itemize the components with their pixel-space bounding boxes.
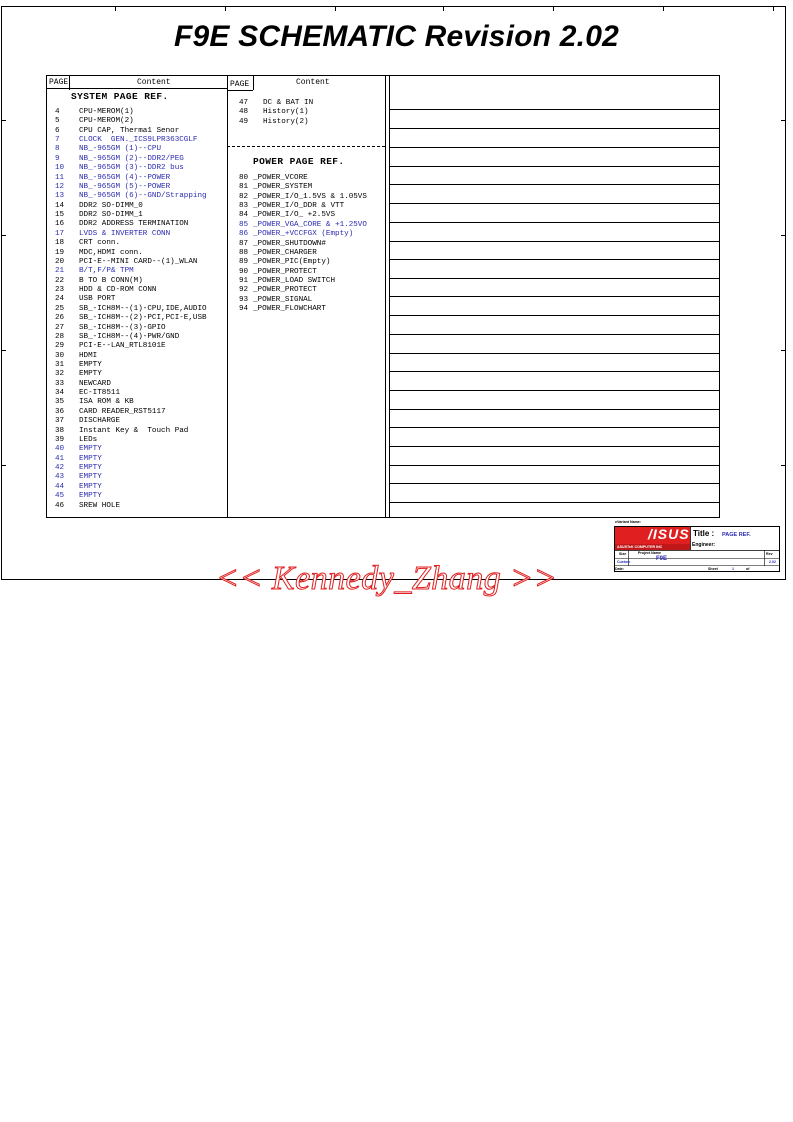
index-page-content: NB_-965GM (6)--GND/Strapping [79, 192, 207, 201]
frame-tick [781, 120, 786, 121]
index-row [239, 211, 335, 220]
index-row [239, 258, 330, 267]
index-page-content: _POWER_CHARGER [253, 248, 317, 257]
index-page-number: 16 [55, 220, 65, 229]
of-label: of [746, 567, 750, 571]
notes-ruled-line [389, 315, 719, 316]
index-page-content: _POWER_PIC(Empty) [253, 258, 331, 267]
index-page-number: 43 [55, 473, 65, 482]
index-page-number: 12 [55, 182, 65, 191]
index-row [239, 221, 367, 230]
variant-label: eVariant Name: [615, 520, 641, 524]
index-page-content: EMPTY [79, 454, 102, 463]
index-row [239, 174, 308, 183]
page-index-table [46, 75, 720, 518]
notes-ruled-line [389, 427, 719, 428]
index-row [55, 436, 97, 445]
index-page-number: 22 [55, 276, 65, 285]
size-label: Size [619, 552, 627, 556]
index-row [55, 117, 134, 126]
frame-tick [1, 465, 6, 466]
index-page-number: 24 [55, 295, 65, 304]
index-page-content: LVDS & INVERTER CONN [79, 229, 171, 238]
index-page-content: EMPTY [79, 370, 102, 379]
notes-ruled-line [389, 446, 719, 447]
index-page-number: 29 [55, 342, 65, 351]
index-page-content: _POWER_+VCCFGX (Empty) [253, 230, 354, 239]
index-page-content: DDR2 SO-DIMM_1 [79, 211, 143, 220]
notes-ruled-line [389, 203, 719, 204]
index-page-content: EMPTY [79, 445, 102, 454]
index-row [239, 230, 353, 239]
index-row [55, 464, 102, 473]
index-row [239, 305, 326, 314]
index-row [55, 192, 207, 201]
index-page-number: 89 [239, 258, 249, 267]
frame-tick [781, 465, 786, 466]
index-page-number: 21 [55, 267, 65, 276]
index-page-number: 9 [55, 154, 60, 163]
frame-tick [443, 6, 444, 11]
index-page-number: 40 [55, 445, 65, 454]
index-page-number: 27 [55, 323, 65, 332]
index-page-number: 8 [55, 145, 60, 154]
index-page-content: B TO B CONN(M) [79, 276, 143, 285]
project-label: Project Name [638, 551, 661, 555]
index-row [239, 296, 312, 305]
index-page-content: MDC,HDMI conn. [79, 248, 143, 257]
title-value: PAGE REF. [722, 532, 751, 538]
index-page-content: PCI-E--MINI CARD--(1)_WLAN [79, 257, 198, 266]
frame-tick [115, 6, 116, 11]
index-page-number: 11 [55, 173, 65, 182]
index-page-content: DDR2 SO-DIMM_0 [79, 201, 143, 210]
index-page-content: _POWER_PROTECT [253, 286, 317, 295]
notes-ruled-line [389, 371, 719, 372]
index-page-number: 81 [239, 183, 249, 192]
index-row [55, 249, 143, 258]
index-page-number: 38 [55, 426, 65, 435]
column-divider [227, 76, 228, 517]
frame-tick [335, 6, 336, 11]
index-page-number: 44 [55, 482, 65, 491]
index-page-number: 6 [55, 126, 60, 135]
index-page-number: 88 [239, 248, 249, 257]
index-page-number: 10 [55, 164, 65, 173]
index-row [239, 202, 344, 211]
notes-ruled-line [389, 166, 719, 167]
frame-tick [781, 235, 786, 236]
size-value: Custom [617, 560, 631, 564]
index-page-number: 37 [55, 417, 65, 426]
index-page-number: 26 [55, 314, 65, 323]
notes-ruled-line [389, 184, 719, 185]
notes-ruled-line [389, 147, 719, 148]
index-page-number: 90 [239, 267, 249, 276]
index-page-content: CRT conn. [79, 239, 121, 248]
index-page-number: 30 [55, 351, 65, 360]
index-row [55, 230, 170, 239]
index-page-content: SB_-ICH8M--(4)-PWR/GND [79, 332, 180, 341]
index-page-number: 39 [55, 435, 65, 444]
sheet-label: Sheet [708, 567, 718, 571]
index-row [55, 417, 120, 426]
frame-tick [663, 6, 664, 11]
asus-logo: /ISUS [648, 526, 690, 542]
index-page-content: _POWER_I/O_ +2.5VS [253, 211, 336, 220]
notes-ruled-line [389, 259, 719, 260]
frame-tick [553, 6, 554, 11]
index-page-number: 94 [239, 305, 249, 314]
index-page-content: _POWER_SIGNAL [253, 295, 313, 304]
index-row [55, 277, 143, 286]
index-page-number: 82 [239, 192, 249, 201]
frame-tick [781, 350, 786, 351]
index-page-number: 46 [55, 501, 65, 510]
index-page-content: _POWER_VCORE [253, 174, 308, 182]
index-row [239, 277, 335, 286]
index-page-content: _POWER_SYSTEM [253, 183, 313, 192]
index-row [239, 193, 367, 202]
index-page-number: 87 [239, 239, 249, 248]
index-row [55, 492, 102, 501]
index-page-number: 4 [55, 108, 60, 116]
date-label: Date: [615, 567, 624, 571]
frame-tick [1, 350, 6, 351]
index-page-number: 33 [55, 379, 65, 388]
system-section-title: SYSTEM PAGE REF. [71, 91, 169, 102]
index-page-content: DISCHARGE [79, 417, 121, 426]
index-page-content: CPU-MEROM(1) [79, 108, 134, 116]
index-row [239, 286, 317, 295]
index-row [55, 305, 207, 314]
index-row [55, 398, 134, 407]
index-row [55, 211, 143, 220]
frame-tick [225, 6, 226, 11]
index-row [239, 108, 309, 117]
index-page-number: 15 [55, 211, 65, 220]
index-row [55, 127, 179, 136]
index-page-content: _POWER_SHUTDOWN# [253, 239, 326, 248]
project-value: F9E [656, 556, 668, 562]
index-row [55, 202, 143, 211]
index-page-content: EMPTY [79, 492, 102, 501]
index-row [239, 240, 326, 249]
index-row [55, 174, 170, 183]
section-divider [227, 146, 385, 147]
index-page-content: _POWER_I/O_DDR & VTT [253, 202, 345, 211]
page-title: F9E SCHEMATIC Revision 2.02 [174, 20, 619, 53]
notes-ruled-line [389, 109, 719, 110]
frame-tick [773, 6, 774, 11]
index-page-number: 20 [55, 257, 65, 266]
index-page-content: PCI-E--LAN_RTL8101E [79, 342, 166, 351]
index-page-content: SB_-ICH8M--(1)-CPU,IDE,AUDIO [79, 304, 207, 313]
index-row [55, 342, 166, 351]
notes-ruled-line [389, 353, 719, 354]
index-row [55, 145, 161, 154]
index-page-content: SB_-ICH8M--(2)-PCI,PCI-E,USB [79, 314, 207, 323]
index-page-number: 17 [55, 229, 65, 238]
index-page-number: 83 [239, 202, 249, 211]
column-divider [385, 76, 386, 517]
index-page-number: 31 [55, 360, 65, 369]
author-watermark: << Kennedy_Zhang >> [216, 560, 558, 597]
notes-ruled-line [389, 390, 719, 391]
index-row [55, 333, 179, 342]
index-page-content: HDMI [79, 351, 98, 360]
notes-ruled-line [389, 128, 719, 129]
index-page-content: SB_-ICH8M--(3)-GPIO [79, 323, 166, 332]
index-row [55, 155, 184, 164]
index-page-number: 35 [55, 398, 65, 407]
rev-value: 2.02 [769, 560, 776, 564]
index-row [239, 118, 309, 127]
index-page-number: 41 [55, 454, 65, 463]
index-page-number: 47 [239, 99, 249, 107]
index-row [55, 473, 102, 482]
index-page-number: 45 [55, 492, 65, 501]
index-page-content: DC & BAT IN [263, 99, 314, 107]
index-row [55, 352, 97, 361]
index-page-content: HDD & CD-ROM CONN [79, 286, 157, 295]
index-page-number: 23 [55, 286, 65, 295]
notes-ruled-line [389, 241, 719, 242]
index-page-number: 14 [55, 201, 65, 210]
header-underline [227, 90, 253, 91]
index-page-content: NB_-965GM (3)--DDR2 bus [79, 164, 184, 173]
index-page-number: 91 [239, 276, 249, 285]
index-page-content: B/T,F/P& TPM [79, 267, 134, 276]
content-column-header: Content [137, 78, 171, 87]
index-row [55, 108, 134, 117]
index-row [55, 389, 120, 398]
index-page-number: 18 [55, 239, 65, 248]
index-row [239, 249, 317, 258]
power-section-title: POWER PAGE REF. [253, 156, 345, 167]
index-row [55, 370, 102, 379]
index-page-number: 5 [55, 117, 60, 126]
company-name: ASUSTeK COMPUTER INC [617, 545, 663, 549]
index-page-content: USB PORT [79, 295, 116, 304]
notes-ruled-line [389, 334, 719, 335]
index-page-number: 48 [239, 108, 249, 117]
index-row [239, 99, 313, 108]
index-page-content: EMPTY [79, 473, 102, 482]
index-row [55, 258, 197, 267]
sheet-number: 1 [732, 567, 734, 571]
notes-ruled-line [389, 278, 719, 279]
index-page-content: Instant Key & Touch Pad [79, 426, 189, 435]
index-page-number: 28 [55, 332, 65, 341]
notes-ruled-line [389, 296, 719, 297]
index-row [55, 455, 102, 464]
index-page-content: CPU-MEROM(2) [79, 117, 134, 126]
index-page-content: NB_-965GM (5)--POWER [79, 182, 171, 191]
index-page-content: EMPTY [79, 360, 102, 369]
index-page-content: NB_-965GM (4)--POWER [79, 173, 171, 182]
index-row [55, 164, 184, 173]
index-page-number: 85 [239, 220, 249, 229]
title-label: Title : [693, 529, 715, 538]
frame-tick [1, 120, 6, 121]
index-page-content: EMPTY [79, 482, 102, 491]
index-page-number: 34 [55, 389, 65, 398]
index-row [55, 483, 102, 492]
notes-ruled-line [389, 483, 719, 484]
index-page-content: _POWER_I/O_1.5VS & 1.05VS [253, 192, 367, 201]
index-row [55, 314, 207, 323]
index-page-number: 25 [55, 304, 65, 313]
index-row [55, 267, 134, 276]
index-page-content: _POWER_LOAD SWITCH [253, 276, 336, 285]
index-page-number: 13 [55, 192, 65, 201]
index-page-content: _POWER_PROTECT [253, 267, 317, 276]
index-row [55, 427, 188, 436]
index-page-content: EC-IT8511 [79, 389, 121, 398]
index-page-content: LEDs [79, 435, 98, 444]
index-page-number: 80 [239, 174, 249, 182]
index-row [55, 361, 102, 370]
index-page-number: 84 [239, 211, 249, 220]
index-page-content: CLOCK GEN._ICS9LPR363CGLF [79, 136, 198, 145]
index-page-number: 7 [55, 136, 60, 145]
index-page-content: NB_-965GM (2)--DDR2/PEG [79, 154, 184, 163]
index-row [55, 239, 120, 248]
index-row [239, 183, 312, 192]
index-page-number: 42 [55, 464, 65, 473]
header-divider [253, 76, 254, 90]
index-page-content: _POWER_VGA_CORE & +1.25VO [253, 220, 367, 229]
index-page-content: SREW HOLE [79, 501, 121, 510]
index-page-content: CARD READER_RST5117 [79, 407, 166, 416]
index-page-number: 49 [239, 117, 249, 126]
index-row [55, 380, 111, 389]
notes-ruled-line [389, 465, 719, 466]
index-row [55, 408, 166, 417]
notes-ruled-line [389, 502, 719, 503]
index-row [55, 136, 197, 145]
index-page-content: DDR2 ADDRESS TERMINATION [79, 220, 189, 229]
index-page-content: NB_-965GM (1)--CPU [79, 145, 162, 154]
index-page-content: NEWCARD [79, 379, 111, 388]
index-row [55, 324, 166, 333]
index-row [55, 286, 156, 295]
title-block [614, 520, 780, 572]
index-page-content: CPU CAP, Therma1 Senor [79, 126, 180, 135]
index-page-number: 19 [55, 248, 65, 257]
index-page-content: EMPTY [79, 464, 102, 473]
index-row [239, 268, 317, 277]
index-page-number: 92 [239, 286, 249, 295]
index-row [55, 295, 115, 304]
index-page-content: History(1) [263, 108, 309, 117]
index-page-number: 86 [239, 230, 249, 239]
index-row [55, 445, 102, 454]
index-row [55, 183, 170, 192]
index-page-number: 36 [55, 407, 65, 416]
page-column-header: PAGE [49, 78, 69, 87]
notes-ruled-line [389, 409, 719, 410]
content-column-header: Content [296, 78, 330, 87]
index-page-content: _POWER_FLOWCHART [253, 305, 326, 314]
notes-ruled-line [389, 222, 719, 223]
rev-label: Rev [766, 552, 773, 556]
page-column-header: PAGE [230, 80, 250, 89]
index-page-content: ISA ROM & KB [79, 398, 134, 407]
index-row [55, 502, 120, 511]
header-underline [47, 88, 227, 89]
index-page-number: 32 [55, 370, 65, 379]
index-page-content: History(2) [263, 117, 309, 126]
index-row [55, 220, 188, 229]
frame-tick [1, 235, 6, 236]
engineer-label: Engineer: [692, 542, 716, 548]
index-page-number: 93 [239, 295, 249, 304]
